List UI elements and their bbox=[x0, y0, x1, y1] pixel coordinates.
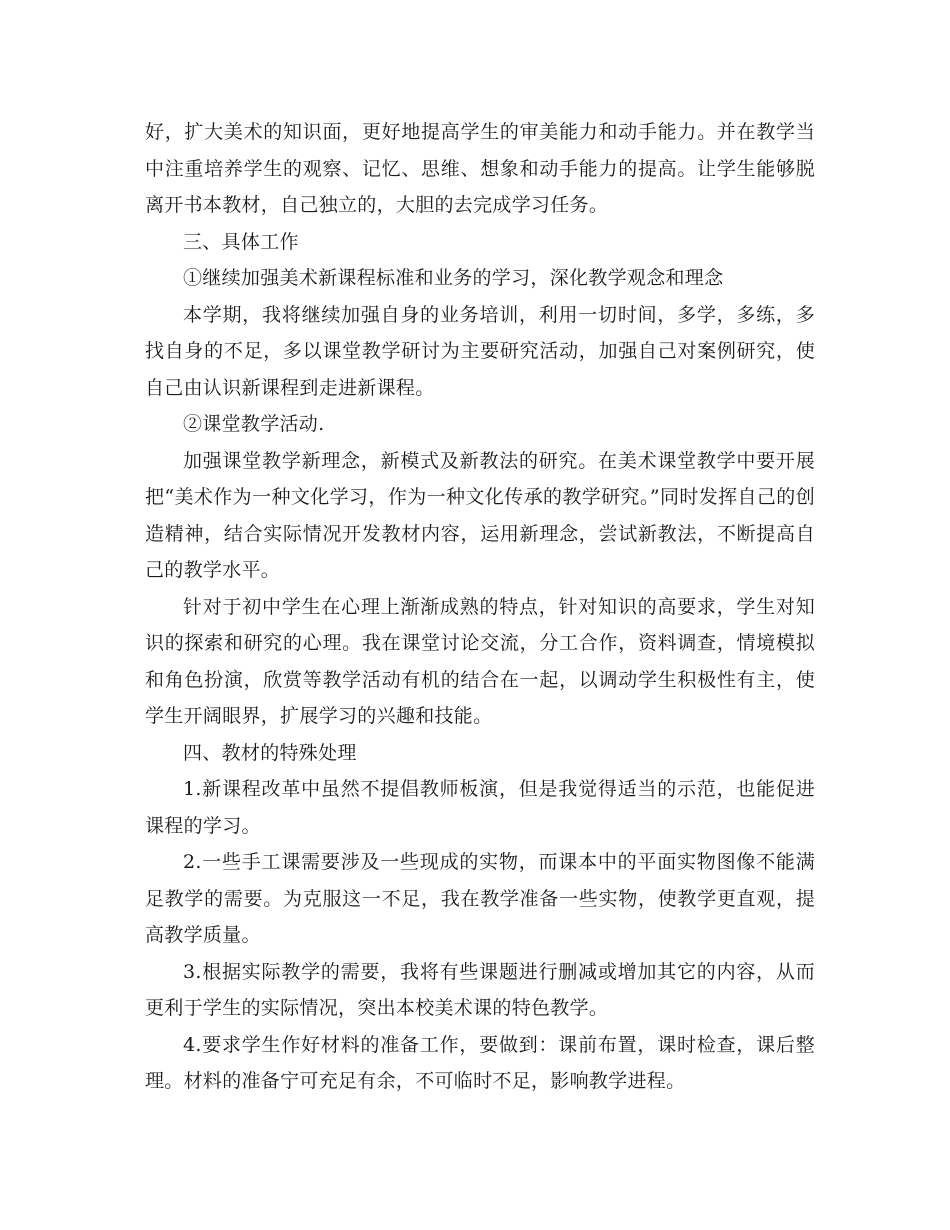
section-heading-specific-work: 三、具体工作 bbox=[183, 230, 299, 253]
subheading-classroom-activities: ②课堂教学活动. bbox=[183, 413, 325, 435]
paragraph-self-training: 本学期，我将继续加强自身的业务培训，利用一切时间，多学，多练，多找自身的不足，多以课堂教学研讨为主要研究活动，加强自己对案例研究，使自己由认识新课程到走进新课程。 bbox=[145, 303, 815, 399]
subheading-curriculum-study: ①继续加强美术新课程标准和业务的学习，深化教学观念和理念 bbox=[183, 267, 724, 289]
section-heading-textbook-handling: 四、教材的特殊处理 bbox=[183, 741, 357, 764]
document-body bbox=[145, 114, 815, 1100]
list-item-1: 1.新课程改革中虽然不提倡教师板演，但是我觉得适当的示范，也能促进课程的学习。 bbox=[145, 778, 815, 837]
paragraph-new-teaching-concepts: 加强课堂教学新理念，新模式及新教法的研究。在美术课堂教学中要开展把“美术作为一种文化学习，作为一种文化传承的教学研究。”同时发挥自己的创造精神，结合实际情况开发教材内容，运用新理念，尝试新教法，不断提高自己的教学水平。 bbox=[145, 449, 815, 581]
list-item-3: 3.根据实际教学的需要，我将有些课题进行删减或增加其它的内容，从而更利于学生的实际情况，突出本校美术课的特色教学。 bbox=[145, 960, 815, 1019]
paragraph-continuation: 好，扩大美术的知识面，更好地提高学生的审美能力和动手能力。并在教学当中注重培养学生的观察、记忆、思维、想象和动手能力的提高。让学生能够脱离开书本教材，自己独立的，大胆的去完成学习任务。 bbox=[145, 121, 815, 216]
list-item-4: 4.要求学生作好材料的准备工作，要做到：课前布置，课时检查，课后整理。材料的准备宁可充足有余，不可临时不足，影响教学进程。 bbox=[145, 1033, 815, 1092]
paragraph-junior-students: 针对于初中学生在心理上渐渐成熟的特点，针对知识的高要求，学生对知识的探索和研究的心理。我在课堂讨论交流，分工合作，资料调查，情境模拟和角色扮演，欣赏等教学活动有机的结合在一起，以调动学生积极性有主，使学生开阔眼界，扩展学习的兴趣和技能。 bbox=[145, 595, 815, 727]
list-item-2: 2.一些手工课需要涉及一些现成的实物，而课本中的平面实物图像不能满足教学的需要。为克服这一不足，我在教学准备一些实物，使教学更直观，提高教学质量。 bbox=[145, 851, 815, 946]
